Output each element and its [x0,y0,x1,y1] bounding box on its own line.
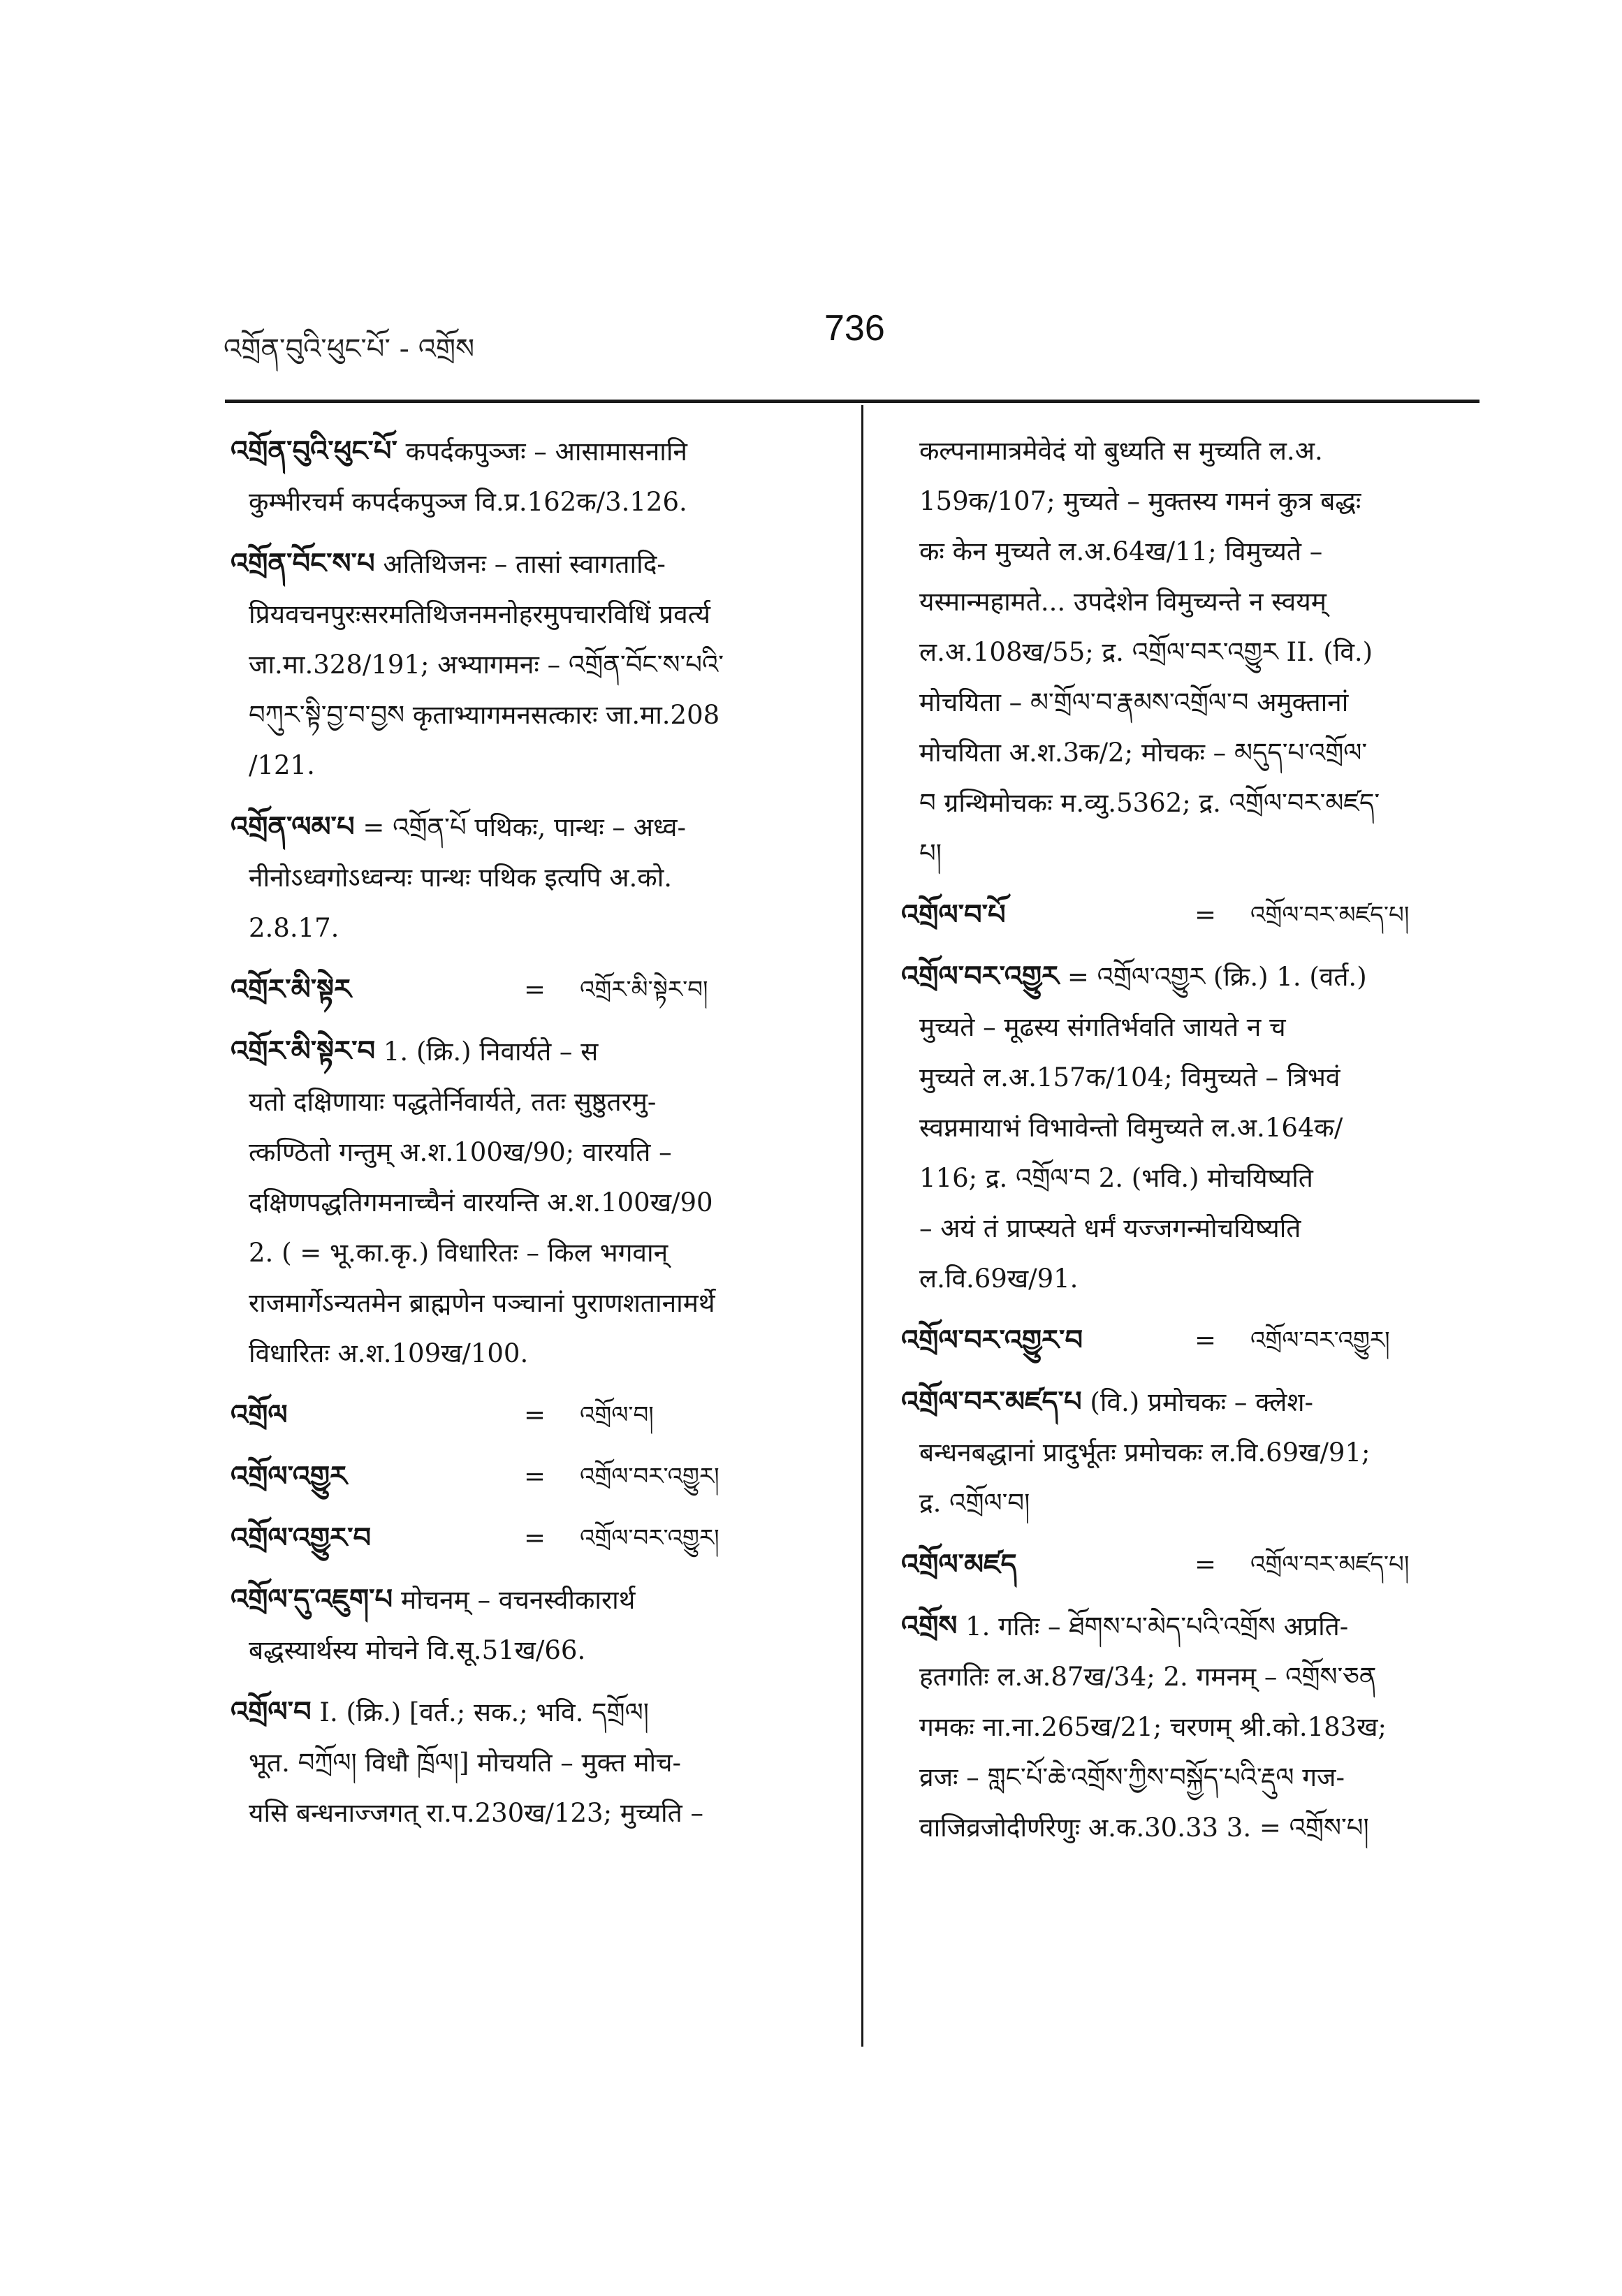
equals-sign: = [1194,1549,1217,1579]
entry-line: मुच्यते – मूढस्य संगतिर्भवति जायते न च [919,1012,1286,1042]
reference-target: འགྲོར་མི་སྟེར་བ། [580,976,708,1004]
entry-line: 116; द्र. འགྲོལ་བ 2. (भवि.) मोचयिष्यति [919,1163,1313,1193]
equals-sign: = [524,1400,546,1430]
dictionary-entry [901,1601,1481,1853]
entry-line: པ། [919,838,942,868]
reference-target: འགྲོལ་བར་འགྱུར། [580,1463,719,1491]
entry-line: ल.वि.69ख/91. [919,1264,1079,1294]
entry-line: स्वप्नमायाभं विभावेन्तो विमुच्यते ल.अ.164क/ [919,1113,1343,1143]
entry-line: 1. (क्रि.) निवार्यते – स [383,1037,599,1067]
dictionary-entry [231,539,831,791]
reference-target: འགྲོལ་བར་འགྱུར། [580,1524,719,1552]
dictionary-entry [231,802,831,953]
cross-reference-entry [901,1540,1481,1590]
page-header [224,307,1481,363]
dictionary-entry-continued [901,426,1481,879]
entry-line: हतगतिः ल.अ.87ख/34; 2. गमनम् – འགྲོས་ཅན [919,1662,1377,1692]
cross-reference-entry [231,965,831,1015]
entry-line: यसि बन्धनाज्जगत् रा.प.230ख/123; मुच्यति – [249,1798,703,1828]
entry-line: गमकः ना.ना.265ख/21; चरणम् श्री.को.183ख; [919,1712,1387,1742]
entry-headword: འགྲོས [901,1610,958,1642]
equals-sign: = [524,1461,546,1491]
reference-target: འགྲོལ་བ། [580,1401,654,1429]
entry-line: བཀུར་སྟི་བྱ་བ་བྱས कृताभ्यागमनसत्कारः जा.मा.208 [249,700,720,730]
entry-line: त्कण्ठितो गन्तुम् अ.श.100ख/90; वारयति – [249,1137,672,1167]
entry-headword: འགྲོན་བོང་ས་པ [231,548,375,580]
entry-line: द्र. འགྲོལ་བ། [919,1488,1030,1518]
cross-reference-entry [231,1390,831,1440]
entry-line: व्रजः – གླང་པོ་ཆེ་འགྲོས་ཀྱིས་བསྐྱོད་པའི་རྡུལ गज- [919,1762,1345,1792]
entry-line: भूत. བཀྲོལ། विधौ ཁྲོལ།] मोचयति – मुक्त मोच- [249,1748,682,1778]
entry-line: कः केन मुच्यते ल.अ.64ख/11; विमुच्यते – [919,536,1323,566]
entry-line: जा.मा.328/191; अभ्यागमनः – འགྲོན་བོང་ས་པའི་ [249,650,724,680]
entry-line: 2. ( = भू.का.कृ.) विधारितः – किल भगवान् [249,1238,668,1268]
entry-headword: འགྲོར་མི་སྟེར [231,974,352,1006]
entry-line: 1. गतिः – ཐོགས་པ་མེད་པའི་འགྲོས अप्रति- [965,1611,1349,1641]
dictionary-entry [901,951,1481,1304]
entry-line: विधारितः अ.श.109ख/100. [249,1338,529,1368]
cross-reference-entry [901,1315,1481,1366]
entry-line: मोचयिता अ.श.3क/2; मोचकः – མདུད་པ་འགྲོལ་ [919,738,1368,768]
dictionary-entry [901,1377,1481,1528]
column-divider [861,405,863,2047]
left-column [231,426,831,1850]
entry-line: ल.अ.108ख/55; द्र. འགྲོལ་བར་འགྱུར II. (वि.) [919,637,1373,667]
entry-line: = འགྲོལ་འགྱུར (क्रि.) 1. (वर्त.) [1067,962,1367,992]
entry-line: मुच्यते ल.अ.157क/104; विमुच्यते – त्रिभवं [919,1062,1340,1092]
dictionary-entry [231,426,831,527]
header-range: འགྲོན་བུའི་ཕུང་པོ་ - འགྲོས [224,333,475,365]
equals-sign: = [524,1523,546,1553]
reference-target: འགྲོལ་བར་མཛད་པ། [1250,1551,1410,1579]
dictionary-entry [231,1026,831,1379]
entry-line: प्रियवचनपुरःसरमतिथिजनमनोहरमुपचारविधिं प्रवर्त्य [249,599,710,629]
entry-headword: འགྲོལ་བ་པོ [901,899,1006,931]
cross-reference-entry [231,1452,831,1502]
entry-line: 2.8.17. [249,913,339,943]
cross-reference-entry [231,1513,831,1563]
entry-line: = འགྲོན་པོ पथिकः, पान्थः – अध्व- [363,812,686,842]
header-rule [225,400,1479,403]
entry-line: अतिथिजनः – तासां स्वागतादि- [383,549,666,579]
page-number: 736 [824,308,885,349]
entry-headword: འགྲོལ་འགྱུར [231,1461,348,1493]
entry-line: – अयं तं प्राप्स्यते धर्मं यज्जगन्मोचयिष्यति [919,1213,1301,1243]
entry-headword: འགྲོལ [231,1399,288,1431]
entry-headword: འགྲོལ་འགྱུར་བ [231,1522,372,1554]
entry-line: बन्धनबद्धानां प्रादुर्भूतः प्रमोचकः ल.वि.69ख/91; [919,1438,1371,1468]
entry-line: राजमार्गेऽन्यतमेन ब्राह्मणेन पञ्चानां पुराणशतानामर्थे [249,1288,715,1318]
entry-headword: འགྲོལ་བ [231,1696,312,1728]
entry-line: I. (क्रि.) [वर्त.; सक.; भवि. དགྲོལ། [319,1697,649,1727]
entry-headword: འགྲོར་མི་སྟེར་བ [231,1035,376,1067]
entry-headword: འགྲོན་བུའི་ཕུང་པོ་ [231,435,397,467]
entry-headword: འགྲོལ་བར་འགྱུར [901,960,1060,993]
entry-headword: འགྲོལ་མཛད [901,1549,1017,1581]
entry-line: कल्पनामात्रमेवेदं यो बुध्यति स मुच्यति ल.अ. [919,436,1323,466]
entry-headword: འགྲོལ་བར་མཛད་པ [901,1386,1082,1418]
entry-line: कुम्भीरचर्म कपर्दकपुञ्ज वि.प्र.162क/3.126. [249,487,687,517]
equals-sign: = [1194,900,1217,930]
right-column [901,426,1481,1864]
dictionary-entry [231,1574,831,1676]
entry-line: कपर्दकपुञ्जः – आसामासनानि [405,437,687,467]
entry-line: बद्धस्यार्थस्य मोचने वि.सू.51ख/66. [249,1635,586,1665]
entry-line: यस्मान्महामते... उपदेशेन विमुच्यन्ते न स्वयम् [919,587,1327,617]
equals-sign: = [1194,1325,1217,1355]
cross-reference-entry [901,890,1481,940]
reference-target: འགྲོལ་བར་མཛད་པ། [1250,901,1410,929]
entry-line: /121. [249,750,315,780]
entry-headword: འགྲོན་ལམ་པ [231,811,355,843]
entry-line: བ ग्रन्थिमोचकः म.व्यु.5362; द्र. འགྲོལ་བར་མཛད་ [919,788,1380,818]
entry-line: (वि.) प्रमोचकः – क्लेश- [1090,1387,1314,1417]
reference-target: འགྲོལ་བར་འགྱུར། [1250,1326,1390,1354]
dictionary-entry [231,1687,831,1838]
entry-line: मोचयिता – མ་གྲོལ་བ་རྣམས་འགྲོལ་བ अमुक्तानां [919,687,1349,717]
entry-line: मोचनम् – वचनस्वीकारार्थ [400,1585,636,1615]
entry-headword: འགྲོལ་བར་འགྱུར་བ [901,1324,1083,1357]
entry-line: यतो दक्षिणायाः पद्धतेर्निवार्यते, ततः सुष्ठुतरमु- [249,1087,657,1117]
entry-line: नीनोऽध्वगोऽध्वन्यः पान्थः पथिक इत्यपि अ.को. [249,863,673,893]
entry-headword: འགྲོལ་དུ་འཇུག་པ [231,1584,393,1616]
entry-line: दक्षिणपद्धतिगमनाच्चैनं वारयन्ति अ.श.100ख/90 [249,1187,713,1218]
entry-line: वाजिव्रजोदीर्णरेणुः अ.क.30.33 3. = འགྲོས་པ། [919,1813,1369,1843]
equals-sign: = [524,974,546,1004]
entry-line: 159क/107; मुच्यते – मुक्तस्य गमनं कुत्र बद्धः [919,486,1361,516]
